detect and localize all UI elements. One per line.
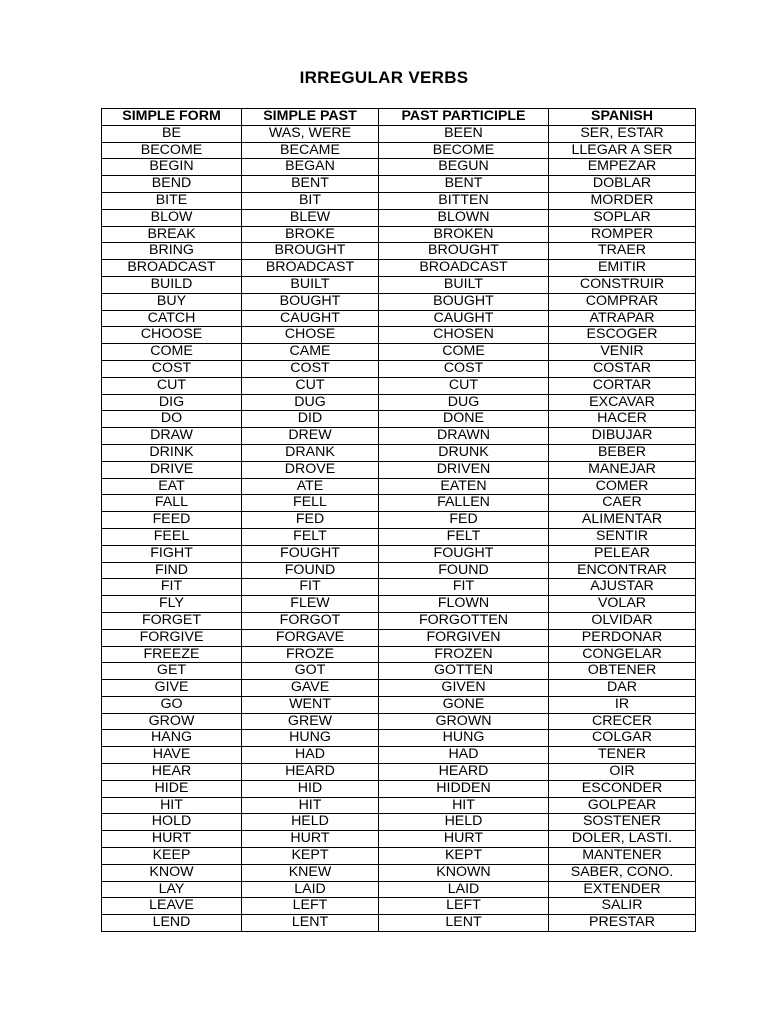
cell-simple-past: HUNG xyxy=(242,730,379,747)
cell-simple-past: HEARD xyxy=(242,764,379,781)
cell-simple-form: BRING xyxy=(102,243,242,260)
table-row xyxy=(102,276,696,293)
cell-past-participle: FROZEN xyxy=(379,646,549,663)
cell-spanish: PRESTAR xyxy=(549,915,696,932)
cell-past-participle: HEARD xyxy=(379,764,549,781)
cell-simple-past: BENT xyxy=(242,176,379,193)
table-row xyxy=(102,680,696,697)
cell-spanish: EMITIR xyxy=(549,260,696,277)
table-row xyxy=(102,243,696,260)
cell-past-participle: DRUNK xyxy=(379,444,549,461)
cell-simple-form: BROADCAST xyxy=(102,260,242,277)
cell-simple-form: FIGHT xyxy=(102,545,242,562)
table-row xyxy=(102,344,696,361)
cell-past-participle: BLOWN xyxy=(379,209,549,226)
cell-past-participle: KNOWN xyxy=(379,864,549,881)
cell-spanish: ATRAPAR xyxy=(549,310,696,327)
cell-past-participle: BENT xyxy=(379,176,549,193)
cell-simple-past: COST xyxy=(242,360,379,377)
table-row xyxy=(102,663,696,680)
table-row xyxy=(102,192,696,209)
cell-simple-form: LEAVE xyxy=(102,898,242,915)
cell-simple-form: GIVE xyxy=(102,680,242,697)
cell-simple-form: BE xyxy=(102,125,242,142)
cell-spanish: COSTAR xyxy=(549,360,696,377)
cell-simple-past: HELD xyxy=(242,814,379,831)
cell-past-participle: BEGUN xyxy=(379,159,549,176)
cell-simple-past: HAD xyxy=(242,747,379,764)
cell-past-participle: BROUGHT xyxy=(379,243,549,260)
cell-past-participle: DRAWN xyxy=(379,428,549,445)
cell-simple-form: CUT xyxy=(102,377,242,394)
cell-simple-form: FORGET xyxy=(102,612,242,629)
cell-spanish: TENER xyxy=(549,747,696,764)
cell-simple-form: KEEP xyxy=(102,848,242,865)
table-row xyxy=(102,562,696,579)
table-row xyxy=(102,764,696,781)
cell-simple-form: DRINK xyxy=(102,444,242,461)
cell-past-participle: HELD xyxy=(379,814,549,831)
cell-simple-past: CUT xyxy=(242,377,379,394)
cell-spanish: ESCOGER xyxy=(549,327,696,344)
cell-past-participle: HUNG xyxy=(379,730,549,747)
cell-simple-form: HAVE xyxy=(102,747,242,764)
header-simple-past: SIMPLE PAST xyxy=(242,109,379,126)
cell-spanish: SER, ESTAR xyxy=(549,125,696,142)
cell-simple-past: HID xyxy=(242,780,379,797)
table-row xyxy=(102,797,696,814)
table-row xyxy=(102,293,696,310)
cell-past-participle: FOUGHT xyxy=(379,545,549,562)
cell-simple-form: FORGIVE xyxy=(102,629,242,646)
table-row xyxy=(102,780,696,797)
cell-simple-past: BECAME xyxy=(242,142,379,159)
cell-simple-form: FEEL xyxy=(102,528,242,545)
table-row xyxy=(102,478,696,495)
table-row xyxy=(102,646,696,663)
table-row xyxy=(102,747,696,764)
table-row xyxy=(102,377,696,394)
table-row xyxy=(102,629,696,646)
cell-spanish: SABER, CONO. xyxy=(549,864,696,881)
cell-spanish: GOLPEAR xyxy=(549,797,696,814)
table-row xyxy=(102,831,696,848)
cell-past-participle: HIDDEN xyxy=(379,780,549,797)
table-row xyxy=(102,209,696,226)
cell-spanish: MANEJAR xyxy=(549,461,696,478)
cell-past-participle: BEEN xyxy=(379,125,549,142)
cell-simple-past: DROVE xyxy=(242,461,379,478)
table-row xyxy=(102,394,696,411)
cell-simple-form: EAT xyxy=(102,478,242,495)
cell-spanish: DOBLAR xyxy=(549,176,696,193)
cell-simple-form: FEED xyxy=(102,512,242,529)
table-row xyxy=(102,461,696,478)
cell-simple-past: BIT xyxy=(242,192,379,209)
cell-spanish: ROMPER xyxy=(549,226,696,243)
cell-spanish: DOLER, LASTI. xyxy=(549,831,696,848)
cell-simple-past: HIT xyxy=(242,797,379,814)
cell-past-participle: DRIVEN xyxy=(379,461,549,478)
cell-simple-past: LAID xyxy=(242,881,379,898)
cell-past-participle: EATEN xyxy=(379,478,549,495)
cell-past-participle: FORGOTTEN xyxy=(379,612,549,629)
cell-simple-form: BEGIN xyxy=(102,159,242,176)
cell-simple-past: KNEW xyxy=(242,864,379,881)
cell-simple-form: GO xyxy=(102,696,242,713)
table-row xyxy=(102,176,696,193)
cell-past-participle: BROKEN xyxy=(379,226,549,243)
cell-simple-form: LAY xyxy=(102,881,242,898)
cell-spanish: EMPEZAR xyxy=(549,159,696,176)
cell-past-participle: DONE xyxy=(379,411,549,428)
table-header xyxy=(102,109,696,126)
cell-spanish: DAR xyxy=(549,680,696,697)
cell-spanish: SOPLAR xyxy=(549,209,696,226)
cell-past-participle: HURT xyxy=(379,831,549,848)
cell-spanish: EXTENDER xyxy=(549,881,696,898)
cell-spanish: SALIR xyxy=(549,898,696,915)
table-row xyxy=(102,495,696,512)
table-row xyxy=(102,360,696,377)
header-past-participle: PAST PARTICIPLE xyxy=(379,109,549,126)
cell-past-participle: FLOWN xyxy=(379,596,549,613)
cell-spanish: ESCONDER xyxy=(549,780,696,797)
header-row xyxy=(102,109,696,126)
cell-spanish: ALIMENTAR xyxy=(549,512,696,529)
cell-simple-form: HEAR xyxy=(102,764,242,781)
cell-simple-form: BECOME xyxy=(102,142,242,159)
cell-spanish: AJUSTAR xyxy=(549,579,696,596)
cell-simple-form: HURT xyxy=(102,831,242,848)
cell-simple-form: CHOOSE xyxy=(102,327,242,344)
cell-simple-form: DO xyxy=(102,411,242,428)
cell-past-participle: BECOME xyxy=(379,142,549,159)
header-simple-form: SIMPLE FORM xyxy=(102,109,242,126)
cell-past-participle: GONE xyxy=(379,696,549,713)
cell-spanish: OLVIDAR xyxy=(549,612,696,629)
table-row xyxy=(102,848,696,865)
cell-simple-past: FOUND xyxy=(242,562,379,579)
cell-spanish: HACER xyxy=(549,411,696,428)
cell-simple-form: HOLD xyxy=(102,814,242,831)
table-row xyxy=(102,327,696,344)
cell-past-participle: COME xyxy=(379,344,549,361)
page-title: IRREGULAR VERBS xyxy=(299,68,469,87)
table-row xyxy=(102,226,696,243)
table-row xyxy=(102,444,696,461)
cell-simple-past: BLEW xyxy=(242,209,379,226)
cell-simple-past: FELT xyxy=(242,528,379,545)
cell-spanish: MORDER xyxy=(549,192,696,209)
cell-simple-form: HANG xyxy=(102,730,242,747)
cell-spanish: LLEGAR A SER xyxy=(549,142,696,159)
cell-simple-form: BREAK xyxy=(102,226,242,243)
cell-past-participle: FIT xyxy=(379,579,549,596)
table-row xyxy=(102,528,696,545)
cell-simple-form: CATCH xyxy=(102,310,242,327)
table-row xyxy=(102,915,696,932)
cell-spanish: PERDONAR xyxy=(549,629,696,646)
cell-simple-past: FORGOT xyxy=(242,612,379,629)
table-row xyxy=(102,864,696,881)
cell-spanish: PELEAR xyxy=(549,545,696,562)
cell-simple-form: DIG xyxy=(102,394,242,411)
cell-simple-form: DRAW xyxy=(102,428,242,445)
table-row xyxy=(102,159,696,176)
cell-spanish: SOSTENER xyxy=(549,814,696,831)
cell-simple-past: FOUGHT xyxy=(242,545,379,562)
cell-spanish: CONGELAR xyxy=(549,646,696,663)
cell-past-participle: BUILT xyxy=(379,276,549,293)
cell-simple-form: BUY xyxy=(102,293,242,310)
cell-simple-past: HURT xyxy=(242,831,379,848)
cell-spanish: VOLAR xyxy=(549,596,696,613)
cell-spanish: COLGAR xyxy=(549,730,696,747)
cell-spanish: TRAER xyxy=(549,243,696,260)
table-row xyxy=(102,730,696,747)
cell-simple-past: FELL xyxy=(242,495,379,512)
table-row xyxy=(102,512,696,529)
cell-spanish: MANTENER xyxy=(549,848,696,865)
cell-past-participle: COST xyxy=(379,360,549,377)
irregular-verbs-table xyxy=(101,108,696,932)
cell-past-participle: FOUND xyxy=(379,562,549,579)
cell-simple-past: FLEW xyxy=(242,596,379,613)
cell-simple-past: CAUGHT xyxy=(242,310,379,327)
cell-simple-form: GET xyxy=(102,663,242,680)
table-row xyxy=(102,310,696,327)
cell-past-participle: HAD xyxy=(379,747,549,764)
table-row xyxy=(102,545,696,562)
cell-simple-past: KEPT xyxy=(242,848,379,865)
cell-spanish: CRECER xyxy=(549,713,696,730)
cell-simple-past: WAS, WERE xyxy=(242,125,379,142)
cell-spanish: OIR xyxy=(549,764,696,781)
cell-simple-form: FREEZE xyxy=(102,646,242,663)
cell-simple-past: BOUGHT xyxy=(242,293,379,310)
cell-past-participle: BROADCAST xyxy=(379,260,549,277)
cell-simple-past: BROKE xyxy=(242,226,379,243)
cell-simple-form: FIND xyxy=(102,562,242,579)
cell-spanish: DIBUJAR xyxy=(549,428,696,445)
cell-simple-form: FIT xyxy=(102,579,242,596)
cell-past-participle: CUT xyxy=(379,377,549,394)
cell-past-participle: GIVEN xyxy=(379,680,549,697)
cell-simple-past: GREW xyxy=(242,713,379,730)
cell-simple-past: ATE xyxy=(242,478,379,495)
cell-simple-form: LEND xyxy=(102,915,242,932)
cell-simple-past: FROZE xyxy=(242,646,379,663)
cell-past-participle: KEPT xyxy=(379,848,549,865)
table-row xyxy=(102,596,696,613)
cell-past-participle: LENT xyxy=(379,915,549,932)
cell-past-participle: GROWN xyxy=(379,713,549,730)
table-row xyxy=(102,881,696,898)
cell-simple-form: KNOW xyxy=(102,864,242,881)
cell-past-participle: FORGIVEN xyxy=(379,629,549,646)
cell-simple-form: COST xyxy=(102,360,242,377)
cell-spanish: CONSTRUIR xyxy=(549,276,696,293)
table-row xyxy=(102,696,696,713)
cell-simple-form: BITE xyxy=(102,192,242,209)
cell-spanish: VENIR xyxy=(549,344,696,361)
cell-simple-form: BEND xyxy=(102,176,242,193)
table-row xyxy=(102,411,696,428)
cell-simple-form: GROW xyxy=(102,713,242,730)
cell-spanish: CORTAR xyxy=(549,377,696,394)
cell-simple-past: LEFT xyxy=(242,898,379,915)
table-row xyxy=(102,814,696,831)
cell-spanish: EXCAVAR xyxy=(549,394,696,411)
cell-past-participle: BITTEN xyxy=(379,192,549,209)
cell-simple-form: HIT xyxy=(102,797,242,814)
cell-simple-form: COME xyxy=(102,344,242,361)
cell-simple-past: CHOSE xyxy=(242,327,379,344)
cell-simple-form: FALL xyxy=(102,495,242,512)
cell-spanish: ENCONTRAR xyxy=(549,562,696,579)
table-body xyxy=(102,125,696,931)
cell-simple-past: GOT xyxy=(242,663,379,680)
cell-past-participle: FALLEN xyxy=(379,495,549,512)
table-row xyxy=(102,713,696,730)
cell-spanish: COMPRAR xyxy=(549,293,696,310)
table-row xyxy=(102,579,696,596)
cell-past-participle: FELT xyxy=(379,528,549,545)
table-row xyxy=(102,125,696,142)
cell-spanish: IR xyxy=(549,696,696,713)
cell-simple-form: BUILD xyxy=(102,276,242,293)
cell-simple-past: BUILT xyxy=(242,276,379,293)
cell-spanish: COMER xyxy=(549,478,696,495)
table-row xyxy=(102,612,696,629)
table-row xyxy=(102,260,696,277)
cell-simple-past: FORGAVE xyxy=(242,629,379,646)
cell-simple-past: DID xyxy=(242,411,379,428)
cell-simple-past: DUG xyxy=(242,394,379,411)
cell-past-participle: LAID xyxy=(379,881,549,898)
cell-past-participle: CAUGHT xyxy=(379,310,549,327)
table-row xyxy=(102,428,696,445)
cell-simple-past: BEGAN xyxy=(242,159,379,176)
cell-simple-form: FLY xyxy=(102,596,242,613)
cell-simple-past: CAME xyxy=(242,344,379,361)
cell-past-participle: DUG xyxy=(379,394,549,411)
cell-past-participle: CHOSEN xyxy=(379,327,549,344)
cell-simple-past: WENT xyxy=(242,696,379,713)
cell-past-participle: HIT xyxy=(379,797,549,814)
cell-spanish: SENTIR xyxy=(549,528,696,545)
cell-past-participle: LEFT xyxy=(379,898,549,915)
cell-spanish: OBTENER xyxy=(549,663,696,680)
header-spanish: SPANISH xyxy=(549,109,696,126)
cell-simple-past: FIT xyxy=(242,579,379,596)
cell-simple-form: BLOW xyxy=(102,209,242,226)
cell-simple-past: LENT xyxy=(242,915,379,932)
cell-simple-form: DRIVE xyxy=(102,461,242,478)
cell-past-participle: GOTTEN xyxy=(379,663,549,680)
cell-past-participle: BOUGHT xyxy=(379,293,549,310)
cell-spanish: BEBER xyxy=(549,444,696,461)
table-row xyxy=(102,142,696,159)
cell-simple-form: HIDE xyxy=(102,780,242,797)
cell-simple-past: DRANK xyxy=(242,444,379,461)
cell-spanish: CAER xyxy=(549,495,696,512)
table-row xyxy=(102,898,696,915)
cell-past-participle: FED xyxy=(379,512,549,529)
cell-simple-past: FED xyxy=(242,512,379,529)
cell-simple-past: BROADCAST xyxy=(242,260,379,277)
cell-simple-past: GAVE xyxy=(242,680,379,697)
cell-simple-past: BROUGHT xyxy=(242,243,379,260)
cell-simple-past: DREW xyxy=(242,428,379,445)
